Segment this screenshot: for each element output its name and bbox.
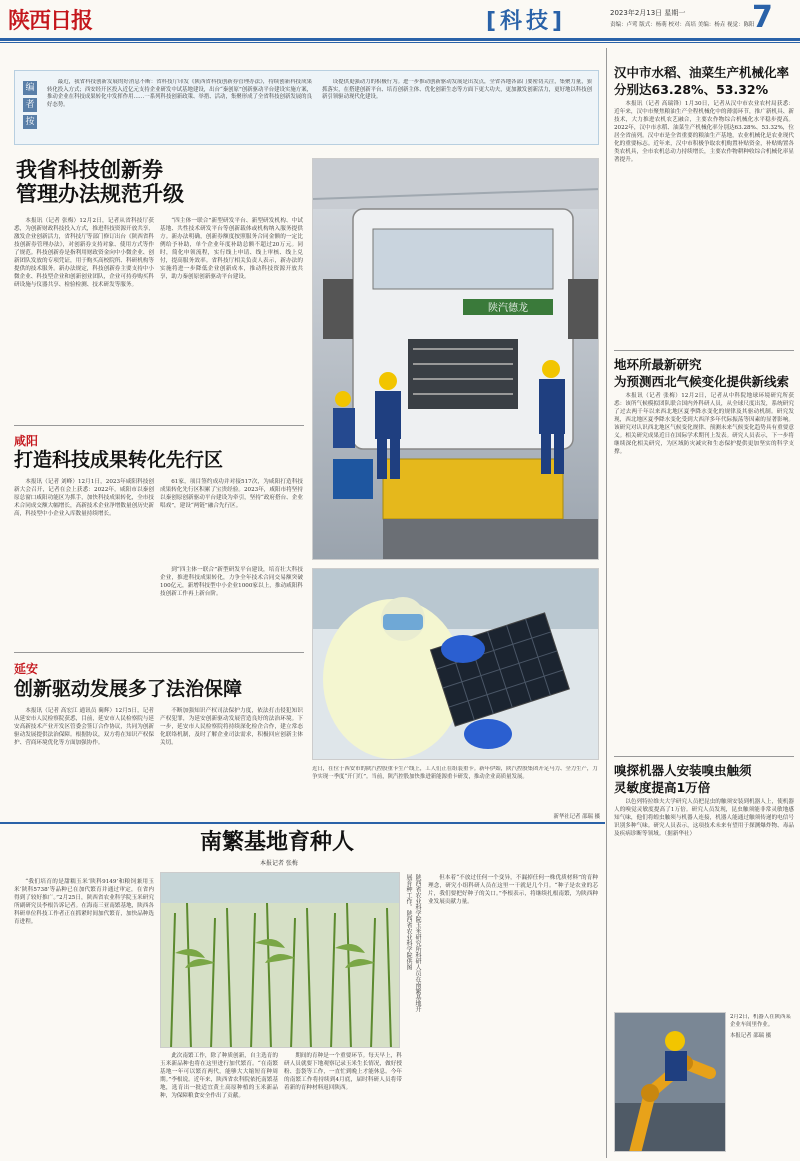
article-c-col2: 不断加强知识产权司法保护力度，依法打击侵犯知识产权犯罪，为延安创新驱动发展营造良好的法治环境。下一步，延安市人民检察院将持续深化检企合作，建立常态化联络机制，及时了解企业司法需求，积极回应创新主体关切。 xyxy=(160,708,303,746)
feature-headline: 南繁基地育种人 xyxy=(200,830,355,855)
right-a-body: 本报讯（记者 高瑞锋）1月30日，记者从汉中市农业农村局获悉：近年来，汉中市聚焦粮油生产全程机械化中的薄弱环节，推广新机具、新技术，大力推进农机农艺融合，主要农作物综合机械化水平稳步提高。2022年，汉中市水稻、油菜生产机械化率分别达63.28%、53.32%，位居全省前列。汉中市是全省重要的粮油生产基地，农业机械化是农业现代化的重要标志。近年来，汉中市积极争取农机购置补贴资金，补贴购置各类农机具，全市农机总动力持续增长，主要农作物耕种收综合机械化率显著提升。 xyxy=(614,101,794,163)
photo-caption: 近日，在位于西安市的陕汽控股重卡生产线上，工人们正在组装重卡。新年伊始，陕汽控股集团开足马力、全力生产，力争实现一季度“开门红”。当前，陕汽控股加快推进新能源重卡研发，推动企业高质量发展。 xyxy=(312,766,598,780)
right-b-headline: 地环所最新研究 为预测西北气候变化提供新线索 xyxy=(614,357,790,389)
photo-credit: 新华社记者 邵瑞 摄 xyxy=(553,814,600,820)
article-b-kicker: 咸阳 xyxy=(14,434,39,448)
editor-note-box xyxy=(14,70,599,145)
robot-photo-caption: 2月2日，机器人在陕西某企业车间里作业。 本报记者 邵瑞 摄 xyxy=(730,1014,794,1134)
right-c-body: 以色列特拉维夫大学研究人员把昆虫的触须安装到机器人上，使机器人的嗅觉灵敏度提高了1万倍。研究人员发现，昆虫触须能非常灵敏地感知气味，他们将蝗虫触须与机器人连接，机器人能通过触须传递的电信号识别多种气味。研究人员表示，这项技术未来有望用于探测爆炸物、毒品及疾病诊断等领域。（据新华社） xyxy=(614,799,794,837)
robot-photo-credit: 本报记者 邵瑞 摄 xyxy=(730,1033,772,1039)
truck-assembly-photo xyxy=(312,158,599,560)
truck-brand-text: 陕汽德龙 xyxy=(488,303,528,314)
column-divider xyxy=(606,48,607,1158)
article-b-headline: 打造科技成果转化先行区 xyxy=(14,449,224,471)
article-a-headline-line2: 管理办法规范升级 xyxy=(16,182,184,206)
divider xyxy=(14,425,304,426)
corn-field-photo xyxy=(160,872,400,1048)
masthead-rule-thin xyxy=(0,42,800,43)
solar-panel-worker-photo xyxy=(312,568,599,760)
article-a-headline-line1: 我省科技创新券 xyxy=(16,158,163,182)
divider xyxy=(14,652,304,653)
right-b-body: 本报讯（记者 张梅）12月2日，记者从中科院地球环境研究所获悉：该所气候模拟团队联合国内外科研人员，从全球尺度出发，系统研究了过去两千年以来西北地区夏季降水变化的规律及其驱动机制。研究发现，西北地区夏季降水变化受到大西洋多年代际振荡等因素的显著影响。该研究对认识西北地区气候变化规律、预测未来气候变化趋势具有重要意义。相关研究成果近日在国际学术期刊上发表。研究人员表示，下一步将继续深化相关研究，为区域防灾减灾和生态保护提供更加坚实的科学支撑。 xyxy=(614,393,794,455)
article-a-col1: 本报讯（记者 张梅）12月2日，记者从省科技厅获悉，为创新财政科技投入方式，推进科技资源开放共享，激发企业创新活力，省科技厅等部门修订出台《陕西省科技创新券管理办法》，对创新券支持对象、使用方式等作了规范。科技创新券是指利用财政资金向中小微企业、创新团队发放的专项凭证，用于购买高校院所、科研机构等提供的技术服务。新办法规定，科技创新券主要支持中小微企业、科技型企业和创新创业团队，企业可持券购买科研设施与仪器共享、检验检测、技术研发等服务。 xyxy=(14,218,154,288)
divider xyxy=(614,756,794,757)
editor-note-text-1: 最近，我省科技创新发展的好消息不断：省科技厅印发《陕西省科技创新券管理办法》，持续创新科技成果转化投入方式；西安经开区投入近亿元支持企业研发中试基地建设，出台“秦创原”创新驱动平台建设实施方案，推动企业在科技成果转化中发挥作用……一系列科技创新政策、举措、活动，集聚形成了全省科技创新发展的良好态势。 xyxy=(47,79,312,108)
article-b-col2: 61家，项目签约成功并对接517次，为咸阳打造科技成果转化先行区积累了宝贵经验。2023年，咸阳市将坚持以秦创原创新驱动平台建设为牵引，坚持“政府搭台、企业唱戏”，建设“两链”融合先行区。 xyxy=(160,479,303,509)
feature-col3: 期间的育种是一个重要环节。每天早上，科研人员就要下地观察记录玉米生长情况，做好授粉、套袋等工作，一直忙到晚上才能休息。今年的南繁工作将持续到4月底，届时科研人员将带着新的育种材料返回陕西。 xyxy=(284,1053,402,1091)
divider xyxy=(614,350,794,351)
newspaper-logo: 陕西日报 xyxy=(8,8,93,34)
corn-photo-caption: 陕西省农业科学院玉米研究所科研人员在南繁基地开展育种工作。陕西省农业科学院供图 xyxy=(405,874,421,1012)
article-c-kicker: 延安 xyxy=(14,662,39,676)
feature-col2: 此次南繁工作，除了种质创新，自主选育的玉米新品种也将在这里进行加代繁育。“在南繁基地一年可以繁育两代，能够大大缩短育种周期。”李根说。近年来，陕西省农科院依托南繁基地，选育出一批适宜黄土高原种植的玉米新品种，为保障粮食安全作出了贡献。 xyxy=(160,1053,278,1099)
section-title: [科技] xyxy=(486,9,567,34)
article-a-headline xyxy=(16,158,184,206)
article-b-col3: 到“四主体一联合”新型研发平台建设，培育壮大科技企业，推进科技成果转化，力争全年技术合同交易额突破100亿元，新增科技型中小企业1000家以上，推动咸阳科技创新工作再上新台阶。 xyxy=(160,567,303,597)
feature-col1: “我们培育的是甜糯玉米‘陕科9149’和粮饲兼用玉米‘陕科5738’等品种已在加代繁育并通过审定，在省内得到了较好推广。”2月25日，陕西省农业科学院玉米研究所副研究员李根告诉记者。在海南三亚南繁基地，陕西各科研单位科技工作者正在抓紧时间加代繁育，加快品种选育进程。 xyxy=(14,879,154,925)
editor-note-badge: 编 者 按 xyxy=(23,81,37,132)
masthead-rule xyxy=(0,38,800,41)
article-c-col1: 本报讯（记者 高宏江 通讯员 蔺辉）12月5日，记者从延安市人民检察院获悉，目前，延安市人民检察院与延安高新技术产业开发区管委会签订合作协议，共同为创新驱动发展提供法治保障。根据协议，双方将在知识产权保护、营商环境优化等方面加强协作。 xyxy=(14,708,154,746)
feature-col4: 但本着“不放过任何一个变异，不漏掉任何一株优质材料”的育种理念，研究小组科研人员在这里一干就是几个月。“种子是农业的芯片，我们要把好种子的关口。”李根表示，将继续扎根南繁，为陕西种业发展贡献力量。 xyxy=(428,875,598,905)
right-c-headline: 嗅探机器人安装嗅虫触须 灵敏度提高1万倍 xyxy=(614,763,752,795)
masthead xyxy=(0,0,800,40)
editor-note-text-2: 设提供更强动力的积极行为。进一步推动创新驱动发展是出发点，全省各地各部门要密切关注，集聚力量，狠抓落实，在搭建创新平台、培育创新主体、优化创新生态等方面下更大功夫，更加激发创新活力，更好地以科技创新引领驱动现代化建设。 xyxy=(322,79,592,101)
issue-date: 2023年2月13日 星期一 xyxy=(610,9,686,17)
page-number: 7 xyxy=(752,0,773,35)
article-c-headline: 创新驱动发展多了法治保障 xyxy=(14,678,243,700)
right-a-headline: 汉中市水稻、油菜生产机械化率 分别达63.28%、53.32% xyxy=(614,65,790,97)
feature-byline: 本报记者 张梅 xyxy=(260,860,298,867)
editors-line: 责编：卢莺 版式：杨萌 校对：高培 美编：杨垚 视觉：陈阳 xyxy=(610,22,755,28)
article-b-col1: 本报讯（记者 刘峰）12月1日，2023年咸阳科技创新大会召开，记者在会上获悉：2022年，咸阳市以秦创原总窗口咸阳功能区为抓手，加快科技成果转化，全市技术合同成交额大幅增长，高新技术企业净增数量创历史新高，科技型中小企业入库数量持续增长。 xyxy=(14,479,154,517)
feature-rule xyxy=(0,822,605,824)
robot-arm-photo xyxy=(614,1012,726,1152)
article-a-col2: “四主体一联合”新型研发平台、新型研发机构、中试基地、共性技术研发平台等创新载体或机构纳入服务提供方。新办法明确，创新券额度按照服务合同金额的一定比例给予补助，单个企业年度补助总额不超过20万元。同时，简化申领流程，实行线上申请、线上审核、线上兑付，提高服务效率。省科技厅相关负责人表示，新办法的实施将进一步降低企业创新成本，推动科技资源开放共享，助力秦创原创新驱动平台建设。 xyxy=(160,218,303,280)
